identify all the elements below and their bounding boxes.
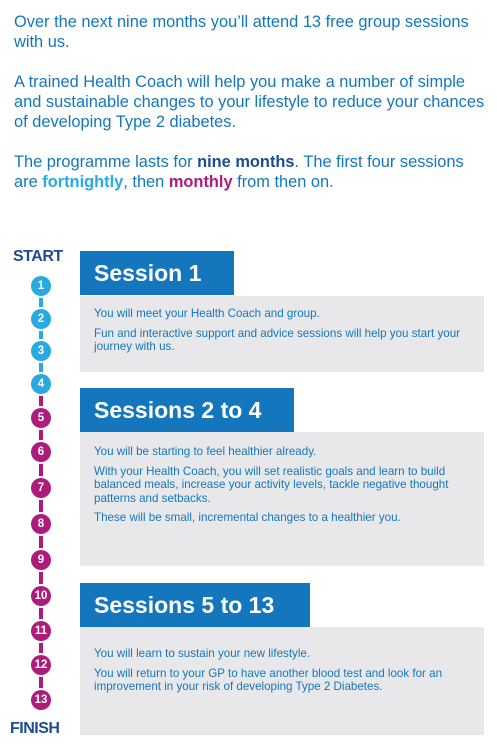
session-2-4-line-1: You will be starting to feel healthier already. — [94, 445, 317, 458]
session-2-4-text — [94, 445, 474, 531]
session-dot-2: 2 — [31, 309, 51, 329]
session-dot-9: 9 — [31, 550, 51, 570]
session-1-line-1: You will meet your Health Coach and group. — [94, 307, 320, 320]
session-dot-12: 12 — [31, 655, 51, 675]
session-dot-7: 7 — [31, 478, 51, 498]
intro-p3-part-d: from then on. — [232, 173, 334, 191]
intro-paragraph-3 — [14, 152, 490, 192]
session-dot-5: 5 — [31, 408, 51, 428]
intro-p3-part-a: The programme lasts for — [14, 153, 198, 171]
fortnightly-emphasis: fortnightly — [42, 173, 124, 191]
session-dot-1: 1 — [31, 276, 51, 296]
session-2-4-line-2: With your Health Coach, you will set realistic goals and learn to build balanced meals, increase your activity levels, tackle negative thought patterns and setbacks. — [94, 464, 449, 505]
finish-label: FINISH — [10, 720, 60, 737]
session-2-4-title: Sessions 2 to 4 — [80, 388, 294, 432]
session-dot-10: 10 — [31, 586, 51, 606]
session-dot-4: 4 — [31, 374, 51, 394]
intro-p3-part-b: . The first four sessions are — [14, 153, 464, 191]
session-5-13-line-2: You will return to your GP to have another blood test and look for an improvement in your risk of developing Type 2 Diabetes. — [94, 666, 443, 693]
session-5-13-title: Sessions 5 to 13 — [80, 583, 310, 627]
session-dot-13: 13 — [31, 690, 51, 710]
intro-p3-part-c: , then — [123, 173, 169, 191]
session-1-text — [94, 307, 474, 360]
session-1-title: Session 1 — [80, 251, 234, 295]
nine-months-emphasis: nine months — [197, 153, 295, 171]
session-dot-8: 8 — [31, 514, 51, 534]
intro-paragraph-2: A trained Health Coach will help you make a number of simple and sustainable changes to your lifestyle to reduce your chances of developing Type 2 diabetes. — [14, 73, 485, 131]
session-dot-11: 11 — [31, 621, 51, 641]
intro-text — [14, 12, 490, 192]
start-label: START — [13, 248, 63, 265]
session-dot-6: 6 — [31, 442, 51, 462]
session-5-13-line-1: You will learn to sustain your new lifestyle. — [94, 647, 311, 660]
session-1-line-2: Fun and interactive support and advice sessions will help you start your journey with us. — [94, 326, 461, 353]
session-2-4-line-3: These will be small, incremental changes to a healthier you. — [94, 511, 401, 524]
session-dot-3: 3 — [31, 341, 51, 361]
session-5-13-text — [94, 647, 474, 700]
intro-paragraph-1: Over the next nine months you’ll attend 13 free group sessions with us. — [14, 13, 469, 51]
monthly-emphasis: monthly — [168, 173, 233, 191]
